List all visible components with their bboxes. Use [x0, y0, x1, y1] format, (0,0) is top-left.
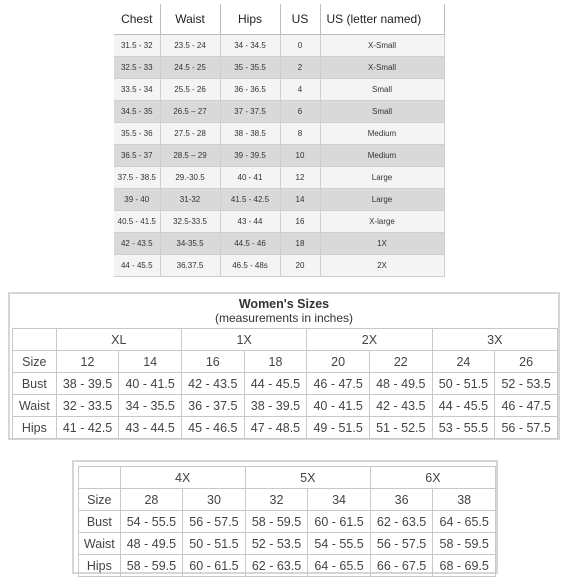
hips-cell: 40 - 41 [220, 167, 280, 189]
measurement-value-cell: 68 - 69.5 [433, 555, 496, 577]
header-chest: Chest [114, 4, 160, 35]
size-number-cell: 16 [181, 351, 244, 373]
chest-cell: 32.5 - 33 [114, 57, 160, 79]
measurement-label-cell: Waist [13, 395, 57, 417]
measurement-value-cell: 44 - 45.5 [244, 373, 307, 395]
measurement-value-cell: 52 - 53.5 [495, 373, 558, 395]
size-row [114, 145, 444, 167]
measurement-value-cell: 40 - 41.5 [119, 373, 182, 395]
size-number-cell: 30 [183, 489, 246, 511]
size-number-cell: 36 [370, 489, 433, 511]
measurement-value-cell: 52 - 53.5 [245, 533, 308, 555]
us-size-cell: 0 [280, 35, 320, 57]
hips-cell: 35 - 35.5 [220, 57, 280, 79]
chest-cell: 35.5 - 36 [114, 123, 160, 145]
header-hips: Hips [220, 4, 280, 35]
size-group-row [13, 329, 558, 351]
header-waist: Waist [160, 4, 220, 35]
size-number-cell: 14 [119, 351, 182, 373]
hips-cell: 34 - 34.5 [220, 35, 280, 57]
measurement-value-cell: 56 - 57.5 [183, 511, 246, 533]
size-group-cell: XL [56, 329, 181, 351]
size-number-row [79, 489, 496, 511]
size-row [114, 233, 444, 255]
us-letter-cell: Large [320, 167, 444, 189]
size-group-cell: 4X [120, 467, 245, 489]
size-row [114, 79, 444, 101]
size-group-cell: 3X [432, 329, 557, 351]
size-group-cell: 2X [307, 329, 432, 351]
womens-sizes-panel [8, 292, 560, 440]
size-number-cell: 24 [432, 351, 495, 373]
us-letter-cell: Large [320, 189, 444, 211]
measurement-value-cell: 42 - 43.5 [181, 373, 244, 395]
measurement-value-cell: 64 - 65.5 [308, 555, 371, 577]
hips-cell: 37 - 37.5 [220, 101, 280, 123]
measurement-value-cell: 60 - 61.5 [183, 555, 246, 577]
us-letter-cell: X-Small [320, 57, 444, 79]
waist-cell: 29.-30.5 [160, 167, 220, 189]
hips-cell: 38 - 38.5 [220, 123, 280, 145]
measurement-label-cell: Waist [79, 533, 121, 555]
size-number-cell: 38 [433, 489, 496, 511]
size-number-cell: 32 [245, 489, 308, 511]
measurement-value-cell: 58 - 59.5 [120, 555, 183, 577]
measurement-value-cell: 48 - 49.5 [369, 373, 432, 395]
us-size-chart-table [114, 4, 445, 277]
size-row [114, 35, 444, 57]
us-letter-cell: Medium [320, 145, 444, 167]
womens-sizes-title: Women's Sizes [238, 297, 330, 311]
waist-cell: 28.5 – 29 [160, 145, 220, 167]
measurement-value-cell: 45 - 46.5 [181, 417, 244, 439]
measurement-value-cell: 58 - 59.5 [245, 511, 308, 533]
empty-corner-cell [13, 329, 57, 351]
size-number-cell: 20 [307, 351, 370, 373]
measurement-value-cell: 46 - 47.5 [495, 395, 558, 417]
chest-cell: 34.5 - 35 [114, 101, 160, 123]
header-us: US [280, 4, 320, 35]
measurement-value-cell: 32 - 33.5 [56, 395, 119, 417]
waist-cell: 31-32 [160, 189, 220, 211]
us-size-cell: 2 [280, 57, 320, 79]
size-number-cell: 12 [56, 351, 119, 373]
plus-sizes-table [78, 466, 496, 577]
measurement-label-cell: Bust [13, 373, 57, 395]
womens-sizes-table [12, 328, 558, 439]
measurement-value-cell: 56 - 57.5 [495, 417, 558, 439]
chest-cell: 33.5 - 34 [114, 79, 160, 101]
waist-cell: 34-35.5 [160, 233, 220, 255]
us-letter-cell: Small [320, 79, 444, 101]
waist-cell: 26.5 – 27 [160, 101, 220, 123]
us-size-cell: 14 [280, 189, 320, 211]
measurement-value-cell: 36 - 37.5 [181, 395, 244, 417]
hips-cell: 39 - 39.5 [220, 145, 280, 167]
size-number-cell: 18 [244, 351, 307, 373]
measurement-value-cell: 51 - 52.5 [369, 417, 432, 439]
size-number-cell: 26 [495, 351, 558, 373]
measurement-value-cell: 53 - 55.5 [432, 417, 495, 439]
waist-cell: 32.5-33.5 [160, 211, 220, 233]
chest-cell: 40.5 - 41.5 [114, 211, 160, 233]
measurement-value-cell: 46 - 47.5 [307, 373, 370, 395]
us-letter-cell: 1X [320, 233, 444, 255]
us-size-cell: 8 [280, 123, 320, 145]
measurement-value-cell: 62 - 63.5 [245, 555, 308, 577]
measurement-value-cell: 48 - 49.5 [120, 533, 183, 555]
waist-cell: 25.5 - 26 [160, 79, 220, 101]
size-row [114, 255, 444, 277]
size-row [114, 57, 444, 79]
chest-cell: 42 - 43.5 [114, 233, 160, 255]
measurement-value-cell: 64 - 65.5 [433, 511, 496, 533]
chest-cell: 36.5 - 37 [114, 145, 160, 167]
measurement-value-cell: 41 - 42.5 [56, 417, 119, 439]
measurement-value-cell: 60 - 61.5 [308, 511, 371, 533]
measurement-row [13, 373, 558, 395]
us-size-cell: 18 [280, 233, 320, 255]
measurement-row [79, 511, 496, 533]
measurement-value-cell: 40 - 41.5 [307, 395, 370, 417]
size-row [114, 123, 444, 145]
measurement-row [13, 395, 558, 417]
size-group-cell: 5X [245, 467, 370, 489]
measurement-value-cell: 54 - 55.5 [308, 533, 371, 555]
size-number-cell: 22 [369, 351, 432, 373]
womens-sizes-subtitle: (measurements in inches) [214, 311, 354, 325]
waist-cell: 23.5 - 24 [160, 35, 220, 57]
measurement-value-cell: 56 - 57.5 [370, 533, 433, 555]
hips-cell: 36 - 36.5 [220, 79, 280, 101]
hips-cell: 41.5 - 42.5 [220, 189, 280, 211]
measurement-value-cell: 38 - 39.5 [56, 373, 119, 395]
size-row [114, 189, 444, 211]
measurement-label-cell: Hips [79, 555, 121, 577]
measurement-value-cell: 43 - 44.5 [119, 417, 182, 439]
measurement-value-cell: 49 - 51.5 [307, 417, 370, 439]
hips-cell: 46.5 - 48s [220, 255, 280, 277]
measurement-value-cell: 58 - 59.5 [433, 533, 496, 555]
hips-cell: 43 - 44 [220, 211, 280, 233]
us-size-cell: 16 [280, 211, 320, 233]
waist-cell: 24.5 - 25 [160, 57, 220, 79]
measurement-row [79, 533, 496, 555]
measurement-value-cell: 38 - 39.5 [244, 395, 307, 417]
empty-corner-cell [79, 467, 121, 489]
us-letter-cell: Medium [320, 123, 444, 145]
size-group-cell: 1X [181, 329, 306, 351]
measurement-value-cell: 50 - 51.5 [432, 373, 495, 395]
chest-cell: 44 - 45.5 [114, 255, 160, 277]
header-us-letter-named: US (letter named) [320, 4, 444, 35]
measurement-value-cell: 54 - 55.5 [120, 511, 183, 533]
chest-cell: 37.5 - 38.5 [114, 167, 160, 189]
us-size-cell: 10 [280, 145, 320, 167]
chest-cell: 39 - 40 [114, 189, 160, 211]
us-size-chart-header-row [114, 4, 444, 35]
us-size-cell: 6 [280, 101, 320, 123]
us-letter-cell: Small [320, 101, 444, 123]
measurement-label-cell: Bust [79, 511, 121, 533]
size-row [114, 167, 444, 189]
measurement-value-cell: 50 - 51.5 [183, 533, 246, 555]
us-size-cell: 20 [280, 255, 320, 277]
measurement-value-cell: 42 - 43.5 [369, 395, 432, 417]
us-size-cell: 12 [280, 167, 320, 189]
waist-cell: 36.37.5 [160, 255, 220, 277]
us-size-cell: 4 [280, 79, 320, 101]
plus-sizes-panel [72, 460, 498, 574]
size-number-cell: 34 [308, 489, 371, 511]
measurement-label-cell: Hips [13, 417, 57, 439]
us-size-chart-body [114, 35, 444, 277]
size-row [114, 101, 444, 123]
us-letter-cell: 2X [320, 255, 444, 277]
measurement-value-cell: 62 - 63.5 [370, 511, 433, 533]
measurement-value-cell: 34 - 35.5 [119, 395, 182, 417]
measurement-value-cell: 66 - 67.5 [370, 555, 433, 577]
size-row [114, 211, 444, 233]
measurement-row [79, 555, 496, 577]
us-letter-cell: X-large [320, 211, 444, 233]
measurement-value-cell: 47 - 48.5 [244, 417, 307, 439]
size-number-row [13, 351, 558, 373]
us-letter-cell: X-Small [320, 35, 444, 57]
hips-cell: 44.5 - 46 [220, 233, 280, 255]
size-label-cell: Size [13, 351, 57, 373]
size-group-row [79, 467, 496, 489]
chest-cell: 31.5 - 32 [114, 35, 160, 57]
waist-cell: 27.5 - 28 [160, 123, 220, 145]
measurement-value-cell: 44 - 45.5 [432, 395, 495, 417]
size-number-cell: 28 [120, 489, 183, 511]
size-label-cell: Size [79, 489, 121, 511]
size-group-cell: 6X [370, 467, 495, 489]
measurement-row [13, 417, 558, 439]
